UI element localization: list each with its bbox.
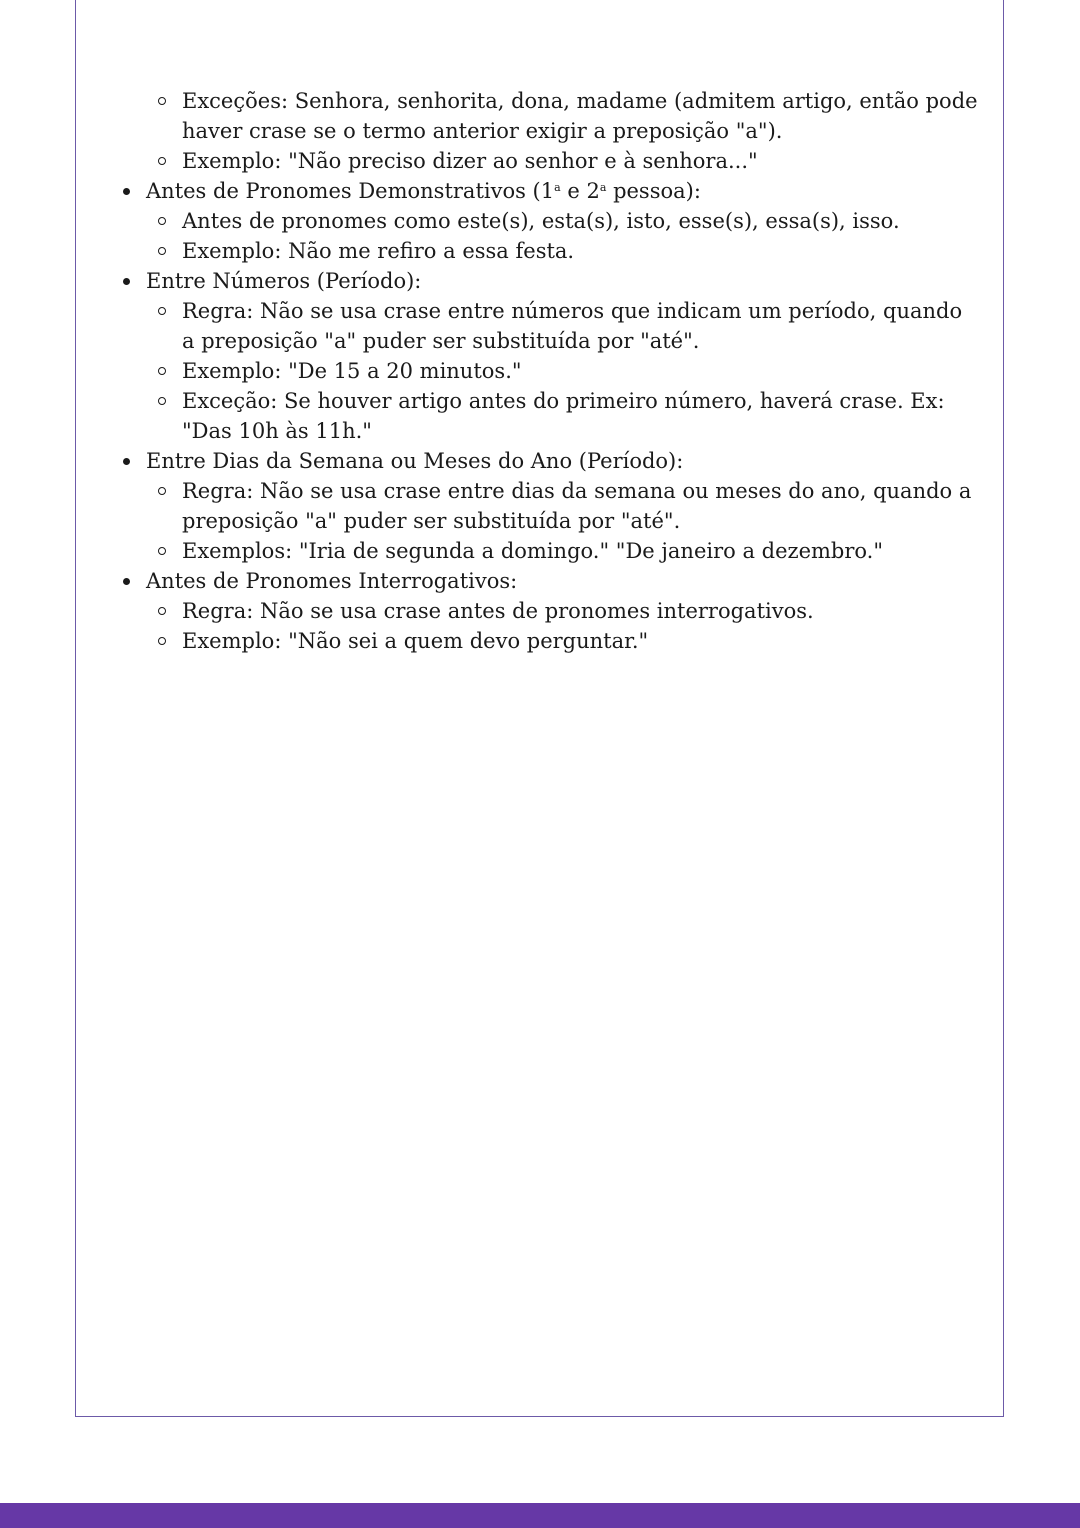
sublist [146,596,978,656]
hollow-bullet-icon [158,397,166,405]
section-heading: Antes de Pronomes Interrogativos: [146,569,518,593]
section-dias-meses [118,446,978,566]
hollow-bullet-icon [158,307,166,315]
section-heading: Entre Números (Período): [146,269,422,293]
main-list [118,176,978,656]
bullet-icon [123,188,130,195]
sublist [146,206,978,266]
list-item: Exemplo: "Não sei a quem devo perguntar." [146,626,978,656]
section-demonstrativos [118,176,978,266]
list-item: Exemplo: "De 15 a 20 minutos." [146,356,978,386]
section-heading: Entre Dias da Semana ou Meses do Ano (Período): [146,449,684,473]
hollow-bullet-icon [158,217,166,225]
continued-sublist [118,86,978,176]
list-item: Exemplo: Não me refiro a essa festa. [146,236,978,266]
hollow-bullet-icon [158,247,166,255]
list-item: Exemplo: "Não preciso dizer ao senhor e à senhora..." [118,146,978,176]
sublist [146,476,978,566]
list-item: Regra: Não se usa crase entre dias da semana ou meses do ano, quando a preposição "a" puder ser substituída por "até". [146,476,978,536]
bullet-icon [123,578,130,585]
list-item: Regra: Não se usa crase antes de pronomes interrogativos. [146,596,978,626]
hollow-bullet-icon [158,547,166,555]
hollow-bullet-icon [158,637,166,645]
list-item: Antes de pronomes como este(s), esta(s), isto, esse(s), essa(s), isso. [146,206,978,236]
list-item: Exceção: Se houver artigo antes do primeiro número, haverá crase. Ex: "Das 10h às 11h." [146,386,978,446]
hollow-bullet-icon [158,607,166,615]
hollow-bullet-icon [158,157,166,165]
bullet-icon [123,458,130,465]
hollow-bullet-icon [158,97,166,105]
hollow-bullet-icon [158,487,166,495]
list-item: Regra: Não se usa crase entre números que indicam um período, quando a preposição "a" puder ser substituída por "até". [146,296,978,356]
list-item: Exemplos: "Iria de segunda a domingo." "De janeiro a dezembro." [146,536,978,566]
section-interrogativos [118,566,978,656]
hollow-bullet-icon [158,367,166,375]
list-item: Exceções: Senhora, senhorita, dona, madame (admitem artigo, então pode haver crase se o termo anterior exigir a preposição "a"). [118,86,978,146]
section-numeros [118,266,978,446]
bullet-icon [123,278,130,285]
section-heading: Antes de Pronomes Demonstrativos (1$^a$ e 2$^a$ pessoa): [146,179,701,203]
footer-bar [0,1503,1080,1528]
document-content [118,86,978,656]
sublist [146,296,978,446]
